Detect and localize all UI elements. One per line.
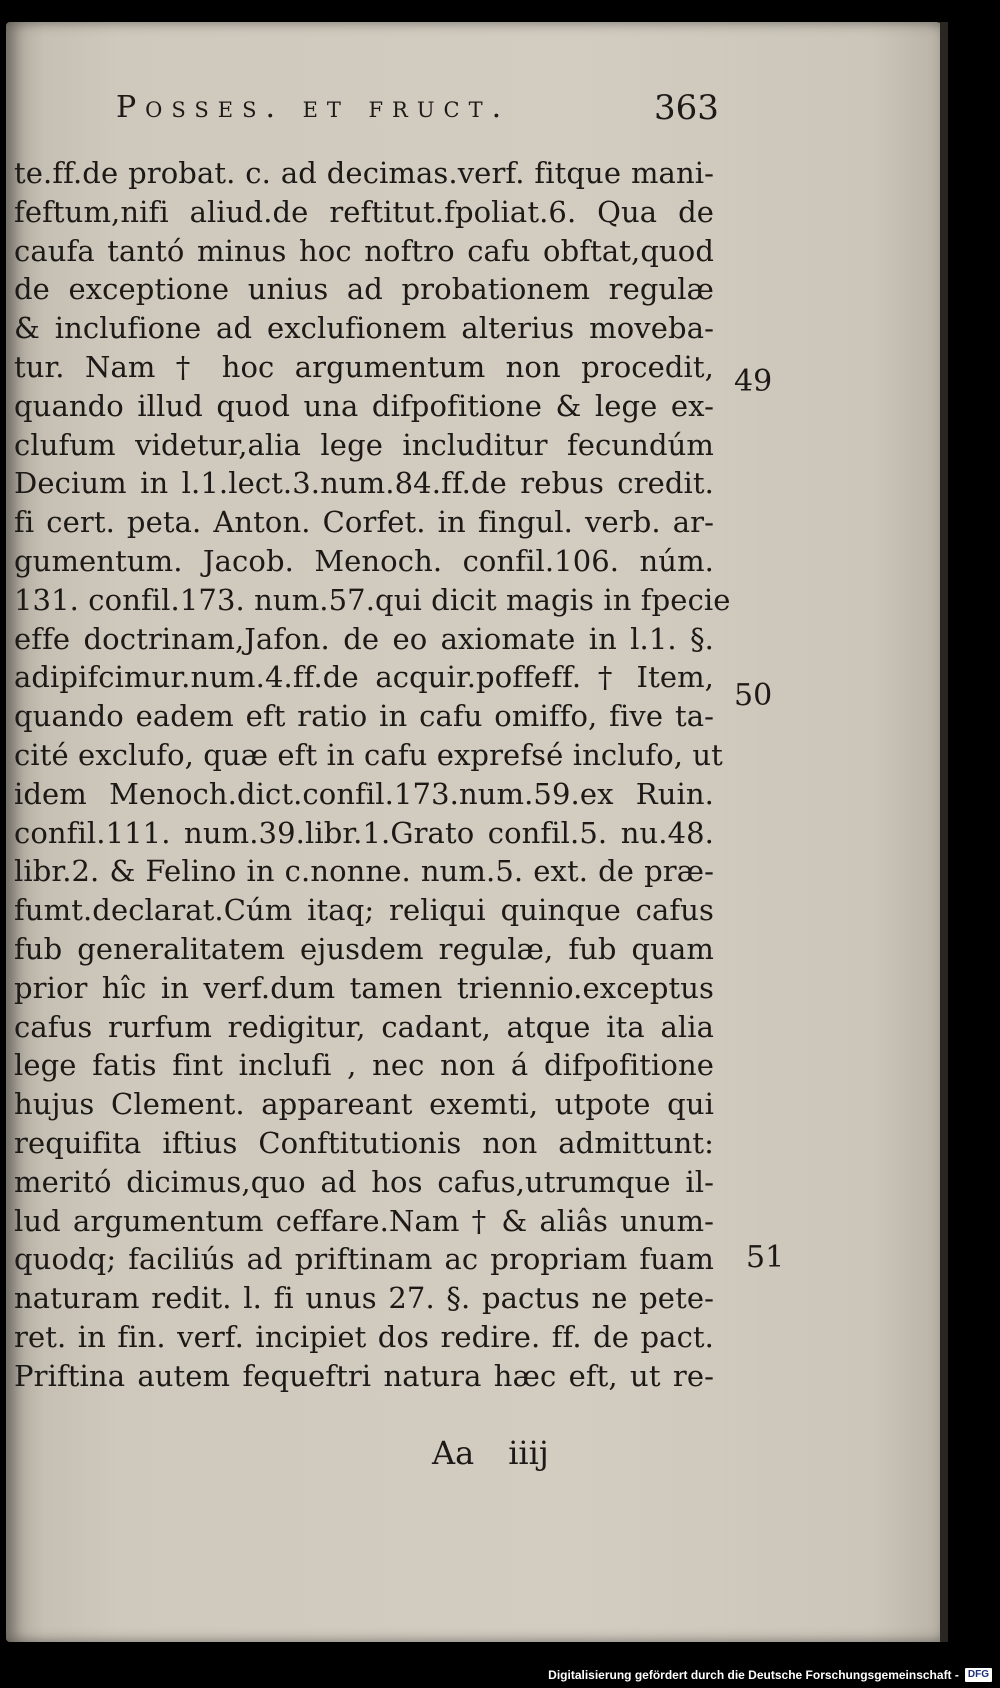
text-line: quando illud quod una difpofitione & lege ex- xyxy=(14,388,714,423)
signature-leaf: iiij xyxy=(508,1434,549,1472)
text-line: quodq; faciliús ad priftinam ac propriam fuam xyxy=(14,1242,714,1277)
text-line: confil.111. num.39.libr.1.Grato confil.5. nu.48. xyxy=(14,815,714,850)
signature-letters: Aa xyxy=(432,1434,475,1472)
dfg-logo: DFG xyxy=(965,1668,992,1682)
text-line: ret. in fin. verf. incipiet dos redire. ff. de pact. xyxy=(14,1319,714,1354)
text-line: Decium in l.1.lect.3.num.84.ff.de rebus credit. xyxy=(14,466,714,501)
text-line: cité exclufo, quæ eft in cafu exprefsé inclufo, ut xyxy=(14,737,723,772)
text-line: lege fatis fint inclufi , nec non á difpofitione xyxy=(14,1048,714,1083)
text-line: naturam redit. l. fi unus 27. §. pactus ne pete- xyxy=(14,1281,714,1316)
book-page xyxy=(6,22,946,1642)
text-line: hujus Clement. appareant exemti, utpote qui xyxy=(14,1087,714,1122)
signature-mark xyxy=(432,1434,549,1472)
text-line: effe doctrinam,Jafon. de eo axiomate in l.1. §. xyxy=(14,621,714,656)
text-line: requifita iftius Conftitutionis non admittunt: xyxy=(14,1125,714,1160)
credit-text: Digitalisierung gefördert durch die Deutsche Forschungsgemeinschaft - xyxy=(548,1668,959,1682)
running-head: Posses. et fruct. xyxy=(116,90,511,125)
text-line: tur. Nam † hoc argumentum non procedit, xyxy=(14,349,714,384)
text-line: meritó dicimus,quo ad hos cafus,utrumque il- xyxy=(14,1164,714,1199)
text-line: libr.2. & Felino in c.nonne. num.5. ext. de præ- xyxy=(14,854,714,889)
text-line: adipifcimur.num.4.ff.de acquir.poffeff. † Item, xyxy=(14,660,714,695)
margin-number: 49 xyxy=(734,364,773,399)
margin-number: 50 xyxy=(734,678,773,713)
text-line: caufa tantó minus hoc noftro cafu obftat,quod xyxy=(14,233,714,268)
text-line: fub generalitatem ejusdem regulæ, fub quam xyxy=(14,931,714,966)
text-line: cafus rurfum redigitur, cadant, atque ita alia xyxy=(14,1009,714,1044)
text-line: Priftina autem fequeftri natura hæc eft, ut re- xyxy=(14,1358,714,1393)
margin-number: 51 xyxy=(746,1240,785,1275)
text-line: & inclufione ad exclufionem alterius moveba- xyxy=(14,311,714,346)
text-line: de exceptione unius ad probationem regulæ xyxy=(14,272,714,307)
text-line: idem Menoch.dict.confil.173.num.59.ex Ruin. xyxy=(14,776,714,811)
text-line: feftum,nifi aliud.de reftitut.fpoliat.6. Qua de xyxy=(14,194,714,229)
text-line: gumentum. Jacob. Menoch. confil.106. núm. xyxy=(14,543,714,578)
text-line: clufum videtur,alia lege includitur fecundúm xyxy=(14,427,714,462)
page-edge xyxy=(940,22,948,1642)
text-line: te.ff.de probat. c. ad decimas.verf. fitque mani- xyxy=(14,156,714,190)
page-number: 363 xyxy=(654,88,719,128)
text-line: lud argumentum ceffare.Nam † & aliâs unum- xyxy=(14,1203,714,1238)
text-line: quando eadem eft ratio in cafu omiffo, five ta- xyxy=(14,699,714,734)
digitization-credit xyxy=(548,1668,992,1682)
body-text xyxy=(14,154,731,1396)
text-line: prior hîc in verf.dum tamen triennio.exceptus xyxy=(14,970,714,1005)
text-line: fi cert. peta. Anton. Corfet. in fingul. verb. ar- xyxy=(14,505,714,540)
text-line: 131. confil.173. num.57.qui dicit magis in fpecie xyxy=(14,582,731,617)
text-line: fumt.declarat.Cúm itaq; reliqui quinque cafus xyxy=(14,893,714,928)
